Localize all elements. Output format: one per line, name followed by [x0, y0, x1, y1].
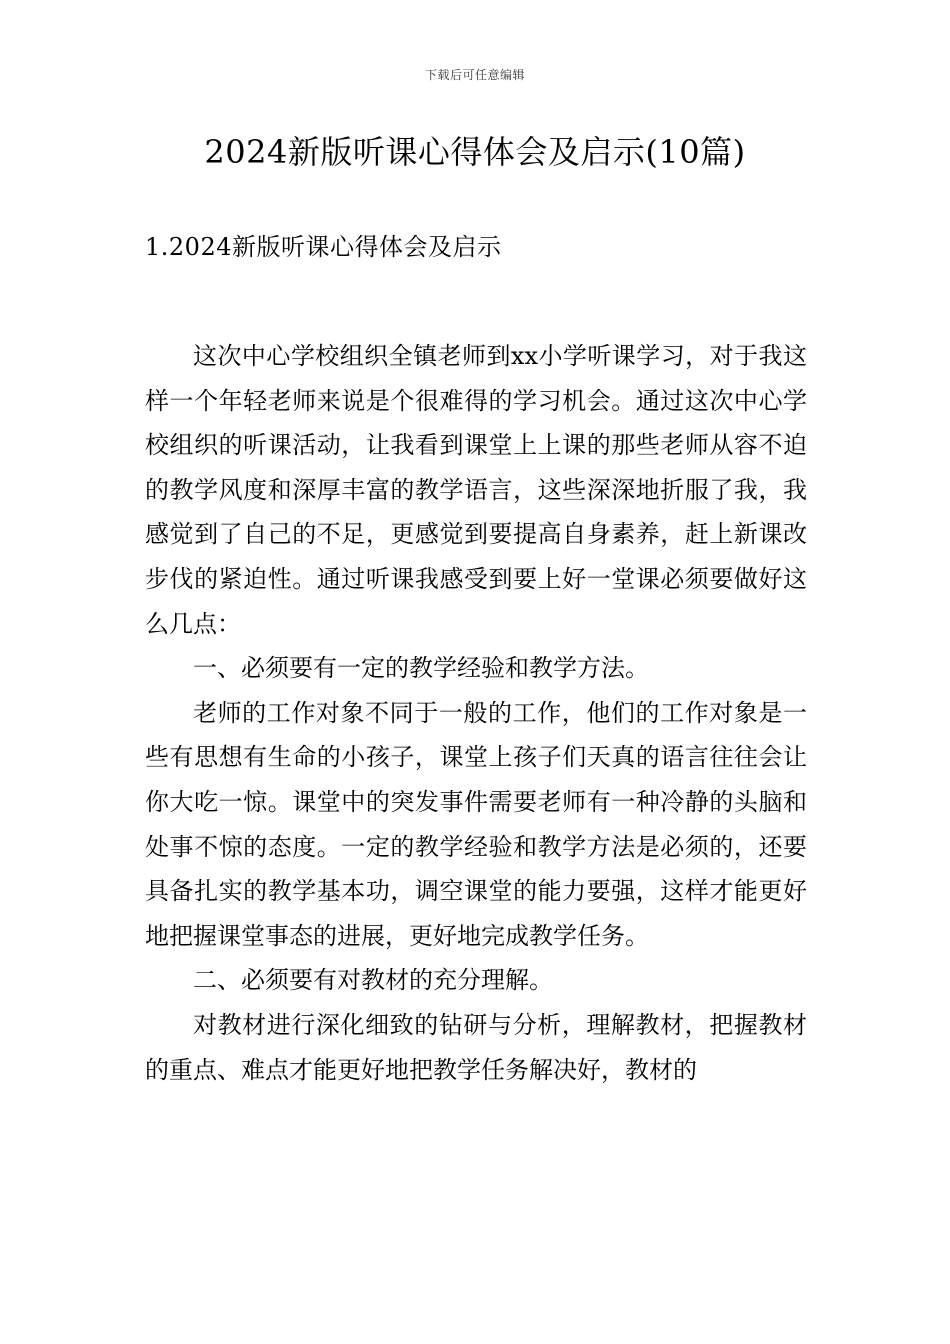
document-title: 2024新版听课心得体会及启示(10篇) [204, 133, 746, 171]
paragraph-point-two: 二、必须要有对教材的充分理解。 [193, 966, 553, 995]
header-note: 下载后可任意编辑 [424, 68, 525, 82]
paragraph-point-two-detail: 对教材进行深化细致的钻研与分析，理解教材，把握教材的重点、难点才能更好地把教学任务解决好，教材的 [145, 1010, 807, 1084]
document-body [145, 334, 807, 1092]
paragraph-point-one-detail: 老师的工作对象不同于一般的工作，他们的工作对象是一些有思想有生命的小孩子，课堂上孩子们天真的语言往往会让你大吃一惊。课堂中的突发事件需要老师有一种冷静的头脑和处事不惊的态度。一定的教学经验和教学方法是必须的，还要具备扎实的教学基本功，调空课堂的能力要强，这样才能更好地把握课堂事态的进展，更好地完成教学任务。 [145, 698, 807, 950]
paragraph-intro: 这次中心学校组织全镇老师到xx小学听课学习，对于我这样一个年轻老师来说是个很难得的学习机会。通过这次中心学校组织的听课活动，让我看到课堂上上课的那些老师从容不迫的教学风度和深厚丰富的教学语言，这些深深地折服了我，我感觉到了自己的不足，更感觉到要提高自身素养，赶上新课改步伐的紧迫性。通过听课我感受到要上好一堂课必须要做好这么几点： [145, 342, 807, 638]
section-heading: 1.2024新版听课心得体会及启示 [145, 233, 502, 261]
paragraph-point-one: 一、必须要有一定的教学经验和教学方法。 [193, 654, 649, 683]
